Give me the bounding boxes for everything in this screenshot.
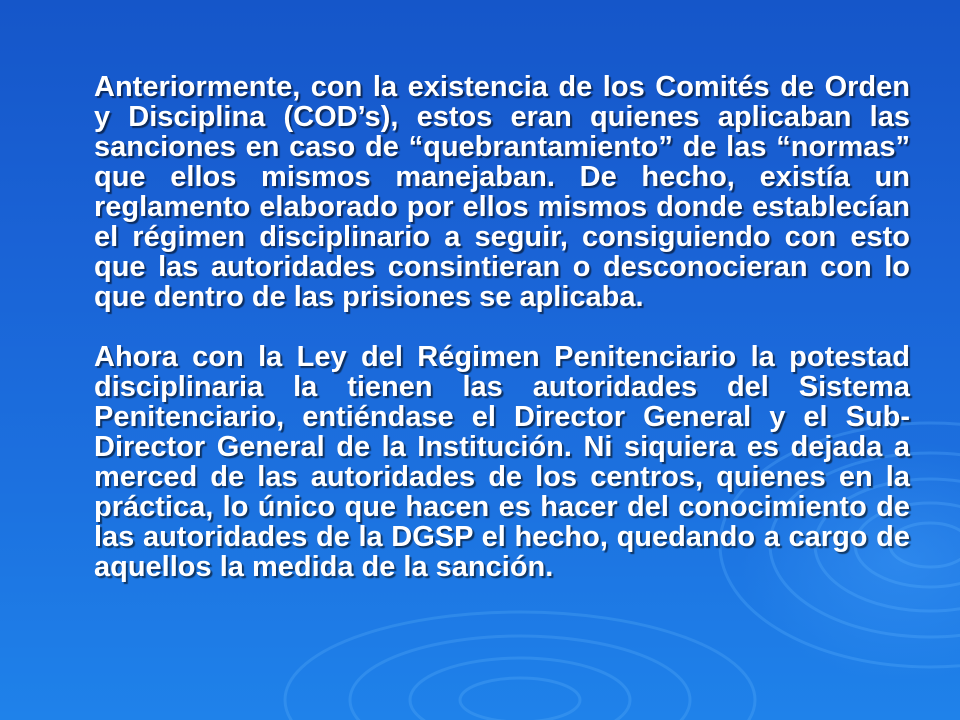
paragraph-cod-history: Anteriormente, con la existencia de los Comités de Orden y Disciplina (COD’s), estos eran quienes aplicaban las sanciones en caso de “quebrantamiento” de las “normas” que ellos mismos manejaban. De hecho, existía un reglamento elaborado por ellos mismos donde establecían el régimen disciplinario a seguir, consiguiendo con esto que las autoridades consintieran o desconocieran con lo que dentro de las prisiones se aplicaba.	[94, 71, 910, 313]
paragraph-penitentiary-law: Ahora con la Ley del Régimen Penitenciario la potestad disciplinaria la tienen las autoridades del Sistema Penitenciario, entiéndase el Director General y el Sub-Director General de la Institución. Ni siquiera es dejada a merced de las autoridades de los centros, quienes en la práctica, lo único que hacen es hacer del conocimiento de las autoridades de la DGSP el hecho, quedando a cargo de aquellos la medida de la sanción.	[94, 341, 910, 583]
slide-body	[94, 72, 910, 582]
